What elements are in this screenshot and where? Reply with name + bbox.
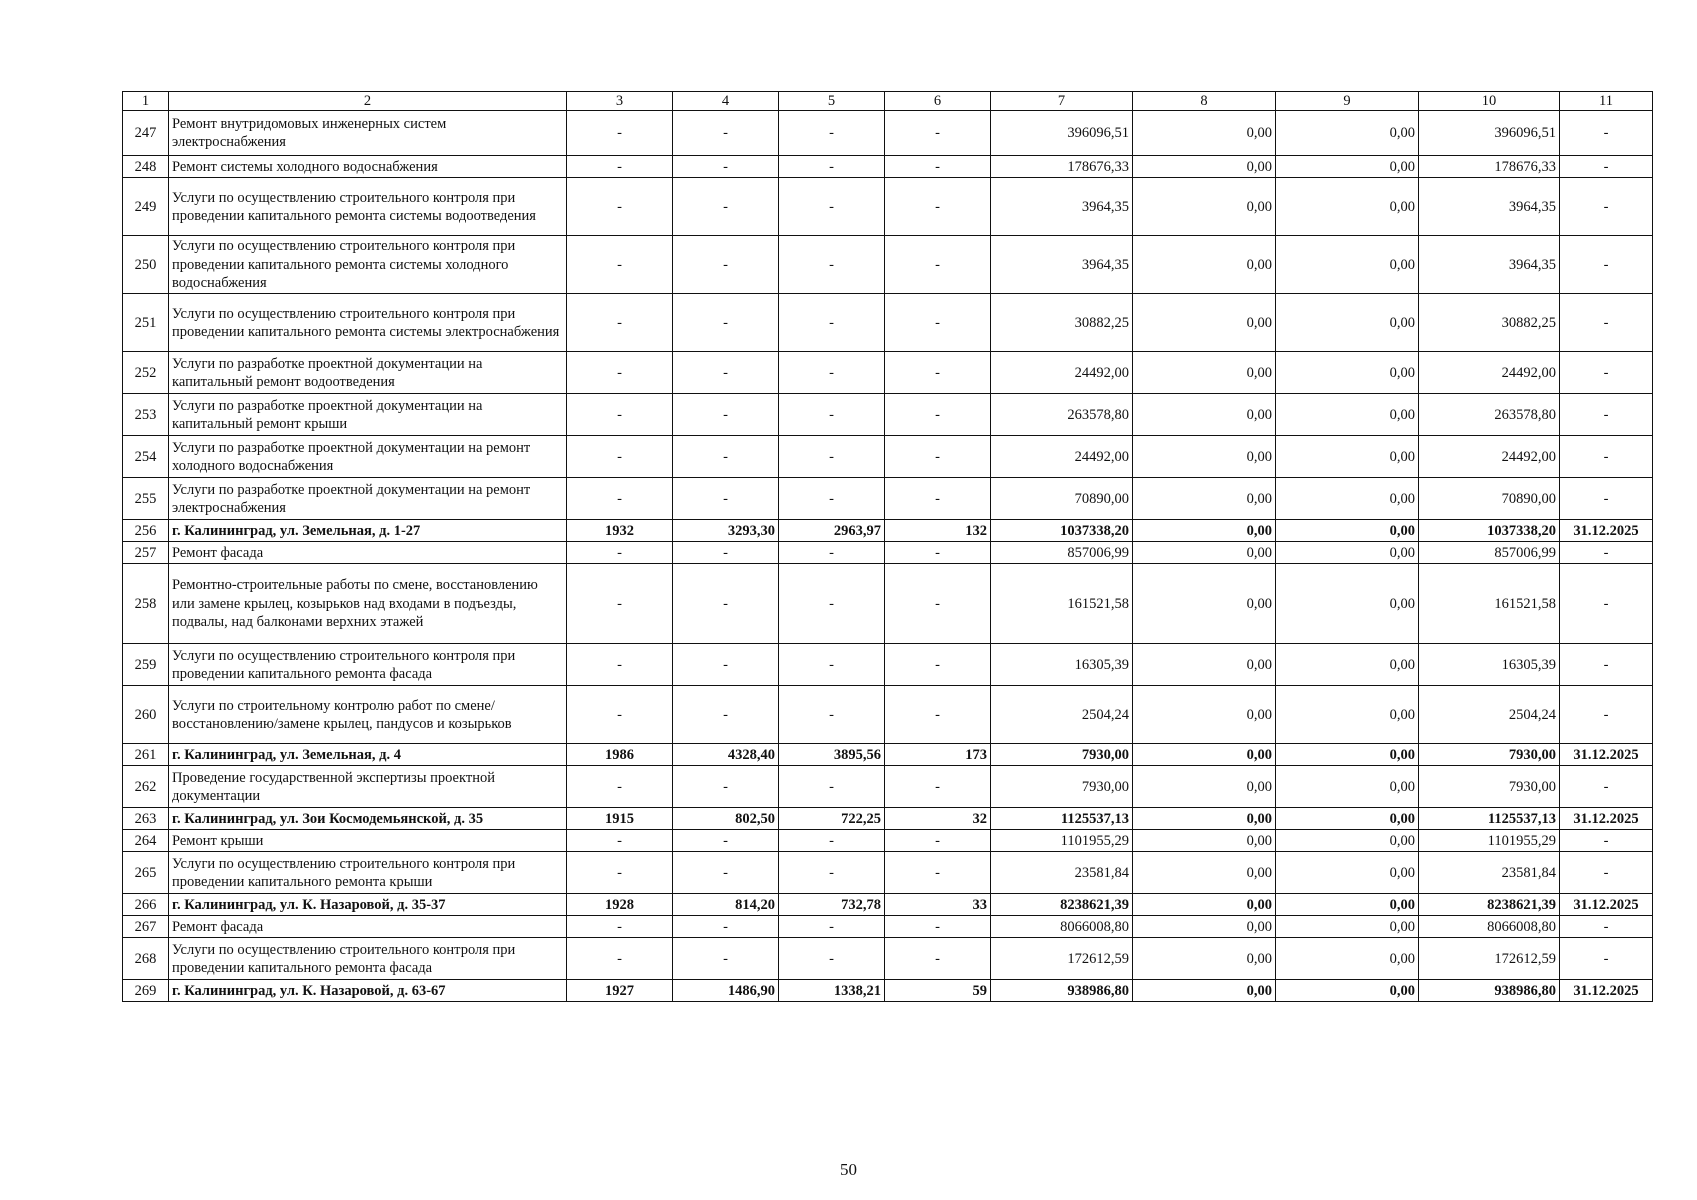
row-number-cell: 262 [123, 766, 169, 808]
row-number-cell: 257 [123, 542, 169, 564]
total-area-cell: - [673, 766, 779, 808]
fund-b-amount-cell: 0,00 [1276, 436, 1419, 478]
column-number: 1 [123, 92, 169, 111]
completion-date-cell: 31.12.2025 [1560, 894, 1653, 916]
living-area-cell: - [779, 916, 885, 938]
fund-b-amount-cell: 0,00 [1276, 236, 1419, 294]
fund-a-amount-cell: 0,00 [1133, 744, 1276, 766]
column-number: 2 [169, 92, 567, 111]
total-cost-cell: 3964,35 [991, 236, 1133, 294]
total-area-cell: - [673, 564, 779, 644]
residents-count-cell: 173 [885, 744, 991, 766]
fund-b-amount-cell: 0,00 [1276, 564, 1419, 644]
item-name-cell: Ремонт системы холодного водоснабжения [169, 156, 567, 178]
fund-b-amount-cell: 0,00 [1276, 542, 1419, 564]
item-name-cell: Услуги по осуществлению строительного контроля при проведении капитального ремонта фасада [169, 938, 567, 980]
residents-count-cell: - [885, 852, 991, 894]
owners-funds-cell: 938986,80 [1419, 980, 1560, 1002]
year-built-cell: - [567, 542, 673, 564]
total-cost-cell: 161521,58 [991, 564, 1133, 644]
item-name-cell: Услуги по разработке проектной документации на ремонт электроснабжения [169, 478, 567, 520]
total-cost-cell: 938986,80 [991, 980, 1133, 1002]
owners-funds-cell: 161521,58 [1419, 564, 1560, 644]
residents-count-cell: - [885, 542, 991, 564]
work-row [123, 352, 1653, 394]
item-name-cell: Услуги по разработке проектной документации на капитальный ремонт крыши [169, 394, 567, 436]
total-cost-cell: 3964,35 [991, 178, 1133, 236]
year-built-cell: - [567, 294, 673, 352]
residents-count-cell: 33 [885, 894, 991, 916]
completion-date-cell: - [1560, 830, 1653, 852]
work-row [123, 178, 1653, 236]
fund-a-amount-cell: 0,00 [1133, 520, 1276, 542]
owners-funds-cell: 2504,24 [1419, 686, 1560, 744]
completion-date-cell: - [1560, 294, 1653, 352]
owners-funds-cell: 24492,00 [1419, 352, 1560, 394]
year-built-cell: - [567, 766, 673, 808]
item-name-cell: Ремонт фасада [169, 916, 567, 938]
residents-count-cell: 32 [885, 808, 991, 830]
work-row [123, 156, 1653, 178]
total-area-cell: - [673, 852, 779, 894]
total-area-cell: - [673, 178, 779, 236]
year-built-cell: - [567, 352, 673, 394]
fund-b-amount-cell: 0,00 [1276, 394, 1419, 436]
year-built-cell: 1915 [567, 808, 673, 830]
living-area-cell: - [779, 236, 885, 294]
fund-a-amount-cell: 0,00 [1133, 178, 1276, 236]
item-name-cell: Услуги по осуществлению строительного контроля при проведении капитального ремонта системы холодного водоснабжения [169, 236, 567, 294]
owners-funds-cell: 1125537,13 [1419, 808, 1560, 830]
total-cost-cell: 7930,00 [991, 766, 1133, 808]
residents-count-cell: - [885, 644, 991, 686]
item-name-cell: г. Калининград, ул. Земельная, д. 4 [169, 744, 567, 766]
completion-date-cell: - [1560, 178, 1653, 236]
year-built-cell: - [567, 644, 673, 686]
residents-count-cell: - [885, 178, 991, 236]
column-number: 5 [779, 92, 885, 111]
completion-date-cell: - [1560, 394, 1653, 436]
living-area-cell: - [779, 830, 885, 852]
fund-a-amount-cell: 0,00 [1133, 394, 1276, 436]
row-number-cell: 263 [123, 808, 169, 830]
total-area-cell: - [673, 156, 779, 178]
row-number-cell: 261 [123, 744, 169, 766]
year-built-cell: - [567, 436, 673, 478]
total-area-cell: 4328,40 [673, 744, 779, 766]
fund-a-amount-cell: 0,00 [1133, 478, 1276, 520]
total-cost-cell: 24492,00 [991, 352, 1133, 394]
item-name-cell: Проведение государственной экспертизы проектной документации [169, 766, 567, 808]
residents-count-cell: 59 [885, 980, 991, 1002]
total-cost-cell: 16305,39 [991, 644, 1133, 686]
owners-funds-cell: 16305,39 [1419, 644, 1560, 686]
year-built-cell: - [567, 156, 673, 178]
fund-b-amount-cell: 0,00 [1276, 938, 1419, 980]
living-area-cell: 3895,56 [779, 744, 885, 766]
living-area-cell: 732,78 [779, 894, 885, 916]
total-cost-cell: 30882,25 [991, 294, 1133, 352]
total-area-cell: 802,50 [673, 808, 779, 830]
fund-a-amount-cell: 0,00 [1133, 644, 1276, 686]
fund-a-amount-cell: 0,00 [1133, 236, 1276, 294]
living-area-cell: - [779, 294, 885, 352]
total-cost-cell: 7930,00 [991, 744, 1133, 766]
year-built-cell: 1928 [567, 894, 673, 916]
fund-a-amount-cell: 0,00 [1133, 852, 1276, 894]
total-cost-cell: 178676,33 [991, 156, 1133, 178]
fund-b-amount-cell: 0,00 [1276, 916, 1419, 938]
fund-b-amount-cell: 0,00 [1276, 744, 1419, 766]
total-cost-cell: 70890,00 [991, 478, 1133, 520]
address-row [123, 520, 1653, 542]
owners-funds-cell: 3964,35 [1419, 178, 1560, 236]
fund-b-amount-cell: 0,00 [1276, 520, 1419, 542]
residents-count-cell: - [885, 916, 991, 938]
fund-a-amount-cell: 0,00 [1133, 808, 1276, 830]
item-name-cell: Услуги по осуществлению строительного контроля при проведении капитального ремонта системы водоотведения [169, 178, 567, 236]
work-row [123, 644, 1653, 686]
residents-count-cell: - [885, 766, 991, 808]
work-row [123, 478, 1653, 520]
work-row [123, 938, 1653, 980]
fund-b-amount-cell: 0,00 [1276, 111, 1419, 156]
row-number-cell: 269 [123, 980, 169, 1002]
fund-a-amount-cell: 0,00 [1133, 111, 1276, 156]
column-number: 6 [885, 92, 991, 111]
residents-count-cell: - [885, 564, 991, 644]
column-number: 4 [673, 92, 779, 111]
completion-date-cell: - [1560, 542, 1653, 564]
owners-funds-cell: 3964,35 [1419, 236, 1560, 294]
work-row [123, 852, 1653, 894]
total-area-cell: - [673, 916, 779, 938]
living-area-cell: - [779, 352, 885, 394]
work-row [123, 916, 1653, 938]
row-number-cell: 259 [123, 644, 169, 686]
item-name-cell: г. Калининград, ул. Земельная, д. 1-27 [169, 520, 567, 542]
item-name-cell: г. Калининград, ул. К. Назаровой, д. 63-67 [169, 980, 567, 1002]
row-number-cell: 256 [123, 520, 169, 542]
fund-a-amount-cell: 0,00 [1133, 980, 1276, 1002]
item-name-cell: Ремонт фасада [169, 542, 567, 564]
living-area-cell: 2963,97 [779, 520, 885, 542]
row-number-cell: 250 [123, 236, 169, 294]
year-built-cell: - [567, 178, 673, 236]
address-row [123, 808, 1653, 830]
total-area-cell: - [673, 394, 779, 436]
completion-date-cell: - [1560, 436, 1653, 478]
item-name-cell: Услуги по осуществлению строительного контроля при проведении капитального ремонта крыши [169, 852, 567, 894]
residents-count-cell: - [885, 111, 991, 156]
residents-count-cell: - [885, 686, 991, 744]
fund-a-amount-cell: 0,00 [1133, 542, 1276, 564]
completion-date-cell: - [1560, 111, 1653, 156]
total-area-cell: - [673, 111, 779, 156]
year-built-cell: - [567, 916, 673, 938]
item-name-cell: Услуги по строительному контролю работ по смене/восстановлению/замене крылец, пандусов и козырьков [169, 686, 567, 744]
total-area-cell: 814,20 [673, 894, 779, 916]
work-row [123, 111, 1653, 156]
row-number-cell: 248 [123, 156, 169, 178]
column-number: 3 [567, 92, 673, 111]
residents-count-cell: - [885, 830, 991, 852]
column-number: 7 [991, 92, 1133, 111]
completion-date-cell: - [1560, 478, 1653, 520]
fund-b-amount-cell: 0,00 [1276, 766, 1419, 808]
row-number-cell: 267 [123, 916, 169, 938]
owners-funds-cell: 1037338,20 [1419, 520, 1560, 542]
completion-date-cell: - [1560, 564, 1653, 644]
total-cost-cell: 396096,51 [991, 111, 1133, 156]
fund-a-amount-cell: 0,00 [1133, 766, 1276, 808]
year-built-cell: - [567, 478, 673, 520]
living-area-cell: - [779, 564, 885, 644]
total-area-cell: - [673, 830, 779, 852]
work-row [123, 564, 1653, 644]
residents-count-cell: - [885, 478, 991, 520]
total-cost-cell: 2504,24 [991, 686, 1133, 744]
fund-b-amount-cell: 0,00 [1276, 156, 1419, 178]
living-area-cell: - [779, 436, 885, 478]
item-name-cell: г. Калининград, ул. К. Назаровой, д. 35-37 [169, 894, 567, 916]
living-area-cell: - [779, 542, 885, 564]
residents-count-cell: - [885, 294, 991, 352]
owners-funds-cell: 30882,25 [1419, 294, 1560, 352]
year-built-cell: - [567, 111, 673, 156]
owners-funds-cell: 7930,00 [1419, 766, 1560, 808]
fund-b-amount-cell: 0,00 [1276, 178, 1419, 236]
total-cost-cell: 1101955,29 [991, 830, 1133, 852]
total-cost-cell: 1125537,13 [991, 808, 1133, 830]
year-built-cell: 1927 [567, 980, 673, 1002]
work-row [123, 542, 1653, 564]
fund-b-amount-cell: 0,00 [1276, 980, 1419, 1002]
item-name-cell: Услуги по осуществлению строительного контроля при проведении капитального ремонта фасада [169, 644, 567, 686]
fund-a-amount-cell: 0,00 [1133, 938, 1276, 980]
year-built-cell: - [567, 686, 673, 744]
owners-funds-cell: 1101955,29 [1419, 830, 1560, 852]
residents-count-cell: - [885, 436, 991, 478]
living-area-cell: - [779, 852, 885, 894]
fund-b-amount-cell: 0,00 [1276, 852, 1419, 894]
total-area-cell: - [673, 436, 779, 478]
total-area-cell: - [673, 686, 779, 744]
living-area-cell: - [779, 111, 885, 156]
item-name-cell: Ремонт внутридомовых инженерных систем электроснабжения [169, 111, 567, 156]
year-built-cell: - [567, 564, 673, 644]
residents-count-cell: - [885, 352, 991, 394]
completion-date-cell: - [1560, 938, 1653, 980]
completion-date-cell: - [1560, 686, 1653, 744]
completion-date-cell: - [1560, 352, 1653, 394]
total-cost-cell: 24492,00 [991, 436, 1133, 478]
work-row [123, 294, 1653, 352]
year-built-cell: - [567, 830, 673, 852]
total-area-cell: - [673, 644, 779, 686]
completion-date-cell: 31.12.2025 [1560, 980, 1653, 1002]
fund-a-amount-cell: 0,00 [1133, 686, 1276, 744]
work-row [123, 686, 1653, 744]
total-area-cell: - [673, 542, 779, 564]
year-built-cell: 1932 [567, 520, 673, 542]
owners-funds-cell: 23581,84 [1419, 852, 1560, 894]
row-number-cell: 253 [123, 394, 169, 436]
row-number-cell: 268 [123, 938, 169, 980]
program-table [122, 91, 1653, 1002]
row-number-cell: 255 [123, 478, 169, 520]
address-row [123, 980, 1653, 1002]
owners-funds-cell: 263578,80 [1419, 394, 1560, 436]
living-area-cell: - [779, 766, 885, 808]
row-number-cell: 258 [123, 564, 169, 644]
total-cost-cell: 172612,59 [991, 938, 1133, 980]
fund-a-amount-cell: 0,00 [1133, 894, 1276, 916]
completion-date-cell: - [1560, 852, 1653, 894]
fund-b-amount-cell: 0,00 [1276, 352, 1419, 394]
living-area-cell: - [779, 478, 885, 520]
total-cost-cell: 8238621,39 [991, 894, 1133, 916]
residents-count-cell: - [885, 938, 991, 980]
item-name-cell: Услуги по осуществлению строительного контроля при проведении капитального ремонта системы электроснабжения [169, 294, 567, 352]
residents-count-cell: - [885, 156, 991, 178]
owners-funds-cell: 178676,33 [1419, 156, 1560, 178]
year-built-cell: 1986 [567, 744, 673, 766]
column-number: 8 [1133, 92, 1276, 111]
fund-b-amount-cell: 0,00 [1276, 644, 1419, 686]
owners-funds-cell: 172612,59 [1419, 938, 1560, 980]
completion-date-cell: - [1560, 766, 1653, 808]
total-area-cell: - [673, 236, 779, 294]
row-number-cell: 247 [123, 111, 169, 156]
owners-funds-cell: 24492,00 [1419, 436, 1560, 478]
address-row [123, 894, 1653, 916]
total-area-cell: 3293,30 [673, 520, 779, 542]
work-row [123, 236, 1653, 294]
row-number-cell: 265 [123, 852, 169, 894]
total-cost-cell: 23581,84 [991, 852, 1133, 894]
total-cost-cell: 857006,99 [991, 542, 1133, 564]
completion-date-cell: - [1560, 236, 1653, 294]
row-number-cell: 264 [123, 830, 169, 852]
fund-a-amount-cell: 0,00 [1133, 436, 1276, 478]
living-area-cell: 1338,21 [779, 980, 885, 1002]
year-built-cell: - [567, 852, 673, 894]
row-number-cell: 266 [123, 894, 169, 916]
fund-a-amount-cell: 0,00 [1133, 352, 1276, 394]
item-name-cell: Ремонт крыши [169, 830, 567, 852]
living-area-cell: - [779, 644, 885, 686]
owners-funds-cell: 8066008,80 [1419, 916, 1560, 938]
row-number-cell: 260 [123, 686, 169, 744]
fund-a-amount-cell: 0,00 [1133, 564, 1276, 644]
column-number-row [123, 92, 1653, 111]
work-row [123, 830, 1653, 852]
total-area-cell: - [673, 294, 779, 352]
total-cost-cell: 8066008,80 [991, 916, 1133, 938]
work-row [123, 766, 1653, 808]
fund-b-amount-cell: 0,00 [1276, 830, 1419, 852]
fund-b-amount-cell: 0,00 [1276, 808, 1419, 830]
living-area-cell: 722,25 [779, 808, 885, 830]
completion-date-cell: - [1560, 644, 1653, 686]
fund-b-amount-cell: 0,00 [1276, 294, 1419, 352]
row-number-cell: 252 [123, 352, 169, 394]
total-area-cell: 1486,90 [673, 980, 779, 1002]
year-built-cell: - [567, 236, 673, 294]
completion-date-cell: - [1560, 916, 1653, 938]
fund-a-amount-cell: 0,00 [1133, 830, 1276, 852]
item-name-cell: Услуги по разработке проектной документации на ремонт холодного водоснабжения [169, 436, 567, 478]
owners-funds-cell: 70890,00 [1419, 478, 1560, 520]
living-area-cell: - [779, 178, 885, 236]
living-area-cell: - [779, 394, 885, 436]
column-number: 11 [1560, 92, 1653, 111]
completion-date-cell: 31.12.2025 [1560, 520, 1653, 542]
completion-date-cell: - [1560, 156, 1653, 178]
residents-count-cell: - [885, 236, 991, 294]
address-row [123, 744, 1653, 766]
living-area-cell: - [779, 938, 885, 980]
work-row [123, 436, 1653, 478]
item-name-cell: Услуги по разработке проектной документации на капитальный ремонт водоотведения [169, 352, 567, 394]
year-built-cell: - [567, 394, 673, 436]
fund-a-amount-cell: 0,00 [1133, 156, 1276, 178]
total-area-cell: - [673, 938, 779, 980]
residents-count-cell: - [885, 394, 991, 436]
total-area-cell: - [673, 478, 779, 520]
owners-funds-cell: 8238621,39 [1419, 894, 1560, 916]
fund-a-amount-cell: 0,00 [1133, 294, 1276, 352]
fund-b-amount-cell: 0,00 [1276, 686, 1419, 744]
column-number: 10 [1419, 92, 1560, 111]
owners-funds-cell: 396096,51 [1419, 111, 1560, 156]
year-built-cell: - [567, 938, 673, 980]
total-cost-cell: 1037338,20 [991, 520, 1133, 542]
item-name-cell: Ремонтно-строительные работы по смене, восстановлению или замене крылец, козырьков над входами в подъезды, подвалы, над балконами верхних этажей [169, 564, 567, 644]
fund-a-amount-cell: 0,00 [1133, 916, 1276, 938]
row-number-cell: 251 [123, 294, 169, 352]
column-number: 9 [1276, 92, 1419, 111]
owners-funds-cell: 857006,99 [1419, 542, 1560, 564]
work-row [123, 394, 1653, 436]
item-name-cell: г. Калининград, ул. Зои Космодемьянской, д. 35 [169, 808, 567, 830]
completion-date-cell: 31.12.2025 [1560, 808, 1653, 830]
page-number: 50 [840, 1160, 857, 1179]
row-number-cell: 249 [123, 178, 169, 236]
total-cost-cell: 263578,80 [991, 394, 1133, 436]
row-number-cell: 254 [123, 436, 169, 478]
owners-funds-cell: 7930,00 [1419, 744, 1560, 766]
living-area-cell: - [779, 156, 885, 178]
fund-b-amount-cell: 0,00 [1276, 478, 1419, 520]
completion-date-cell: 31.12.2025 [1560, 744, 1653, 766]
fund-b-amount-cell: 0,00 [1276, 894, 1419, 916]
living-area-cell: - [779, 686, 885, 744]
residents-count-cell: 132 [885, 520, 991, 542]
total-area-cell: - [673, 352, 779, 394]
